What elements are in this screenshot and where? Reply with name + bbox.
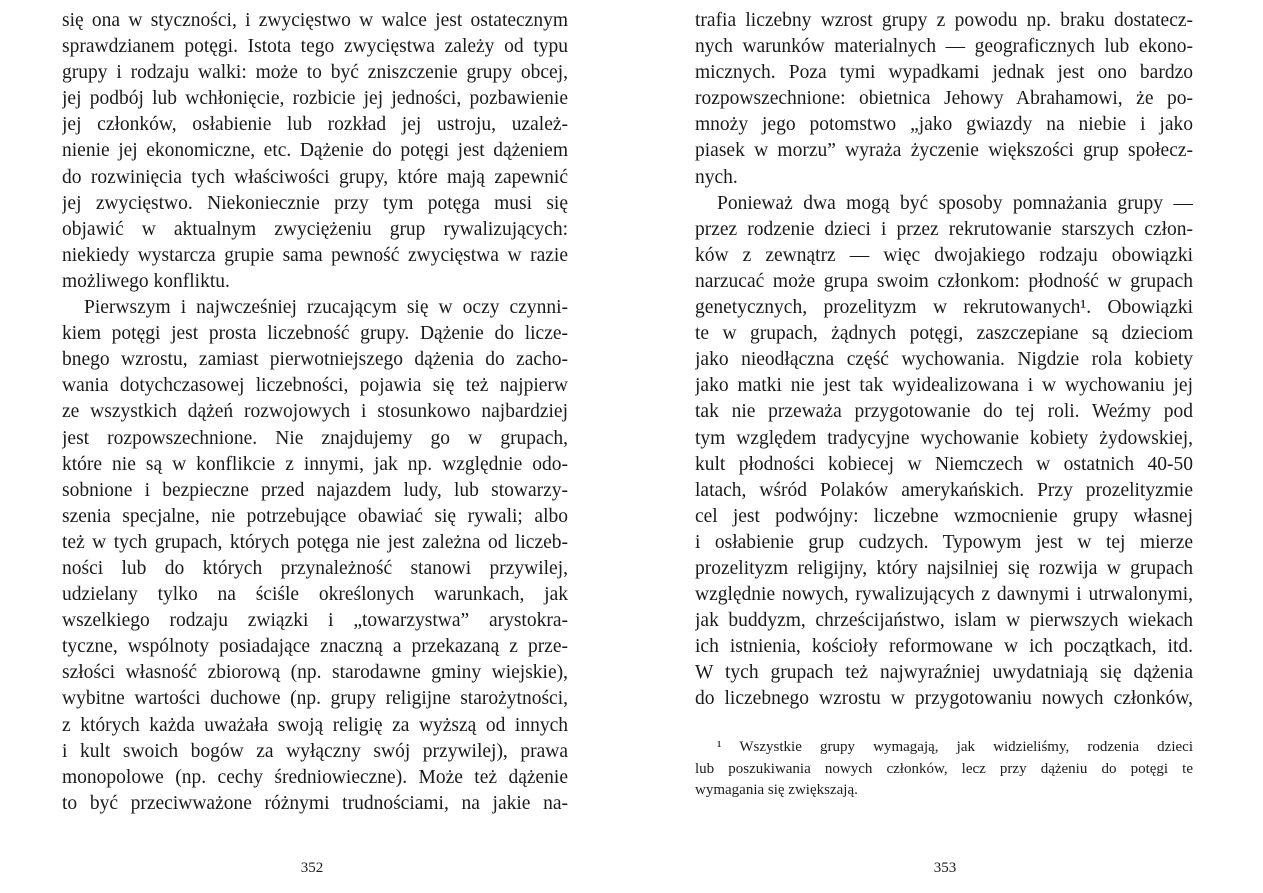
text-line: ności lub do których przynależność stanowi przywilej, [62,557,568,579]
text-line: Ponieważ dwa mogą być sposoby pomnażania grupy — [717,192,1193,214]
text-line: bnego wzrostu, zamiast pierwotniejszego dążenia do zacho- [62,349,568,371]
text-line: ków z zewnątrz — więc dwojakiego rodzaju obowiązki [695,244,1193,266]
text-line: sprawdzianem potęgi. Istota tego zwycięstwa zależy od typu [62,36,568,58]
text-line: które nie są w konflikcie z innymi, jak np. względnie odo- [62,453,568,475]
text-line: przez rodzenie dzieci i przez rekrutowanie starszych człon- [695,218,1193,240]
text-line: latach, wśród Polaków amerykańskich. Przy prozelityzmie [695,479,1193,501]
text-line: nych. [695,166,738,188]
text-line: do rozwinięcia tych właściwości grupy, które mają zapewnić [62,166,568,188]
text-line: te w grupach, żądnych potęgi, zaszczepiane są dzieciom [695,323,1193,345]
text-line: jej członków, osłabienie lub rozkład jej ustroju, uzależ- [62,114,568,136]
text-line: genetycznych, prozelityzm w rekrutowanych¹. Obowiązki [695,297,1193,319]
text-line: narzucać może grupa swoim członkom: płodność w grupach [695,270,1193,292]
footnote-line: wymagania się zwiększają. [695,782,858,798]
text-line: jej zwycięstwo. Niekoniecznie przy tym potęga musi się [62,192,568,214]
text-line: jako matki nie jest tak wyidealizowana i w wychowaniu jej [695,375,1193,397]
text-line: sobnione i bezpieczne przed najazdem ludy, lub stowarzy- [62,479,568,501]
text-line: względnie nowych, rywalizujących z dawnymi i utrwalonymi, [695,584,1193,606]
text-line: jako nieodłączna część wychowania. Nigdzie rola kobiety [695,349,1193,371]
text-line: szenia specjalne, nie potrzebujące obawiać się rywali; albo [62,505,568,527]
text-line: wania dotychczasowej liczebności, pojawia się też najpierw [62,375,568,397]
text-line: trafia liczebny wzrost grupy z powodu np. braku dostatecz- [695,10,1193,31]
text-line: grupy i rodzaju walki: może to być zniszczenie grupy obcej, [62,62,568,84]
right-text-column [695,8,1193,713]
text-line: micznych. Poza tymi wypadkami jednak jest ono bardzo [695,62,1193,84]
text-line: się ona w styczności, i zwycięstwo w walce jest ostatecznym [62,10,568,31]
text-line: tyczne, wspólnoty posiadające znaczną a przekazaną z prze- [62,636,568,658]
text-line: udzielany tylko na ściśle określonych warunkach, jak [62,584,568,606]
text-line: to być przeciwważone różnymi trudnościami, na jakie na- [62,792,568,814]
text-line: prozelityzm religijny, który najsilniej się rozwija w grupach [695,557,1193,579]
page-number-right: 353 [933,860,957,876]
text-line: ich istnienia, kościoły reformowane w ich początkach, itd. [695,636,1193,658]
text-line: i osłabienie grup cudzych. Typowym jest w tej mierze [695,531,1193,553]
left-text-column [62,8,568,817]
right-page [631,0,1263,893]
text-line: i kult swoich bogów za wyłączny swój przywilej), prawa [62,740,568,762]
text-line: rozpowszechnione: obietnica Jehowy Abrahamowi, że po- [695,88,1193,110]
text-line: tak nie przeważa przygotowanie do tej roli. Weźmy pod [695,401,1193,423]
text-line: jak buddyzm, chrześcijaństwo, islam w pierwszych wiekach [695,610,1193,632]
text-line: piasek w morzu” wyraża życzenie większości grup społecz- [695,140,1193,162]
text-line: wybitne wartości duchowe (np. grupy religijne starożytności, [62,688,568,710]
text-line: jest rozpowszechnione. Nie znajdujemy go w grupach, [62,427,568,449]
text-line: objawić w aktualnym zwyciężeniu grup rywalizujących: [62,218,568,240]
page-number-left: 352 [300,860,324,876]
text-line: ze wszystkich dążeń rozwojowych i stosunkowo najbardziej [62,401,568,423]
text-line: kiem potęgi jest prosta liczebność grupy. Dążenie do licze- [62,323,568,345]
left-page [0,0,631,893]
text-line: Pierwszym i najwcześniej rzucającym się w oczy czynni- [84,297,568,319]
text-line: szłości własność zbiorową (np. starodawne gminy wiejskie), [62,662,568,684]
text-line: wszelkiego rodzaju związki i „towarzystwa” arystokra- [62,610,568,632]
footnote-line: lub poszukiwania nowych członków, lecz przy dążeniu do potęgi te [695,760,1193,777]
text-line: tym względem tradycyjne wychowanie kobiety żydowskiej, [695,427,1193,449]
text-line: do liczebnego wzrostu w przygotowaniu nowych członków, [695,688,1193,710]
text-line: kult płodności kobiecej w Niemczech w ostatnich 40-50 [695,453,1193,475]
text-line: jej podbój lub wchłonięcie, rozbicie jej jedności, pozbawienie [62,88,568,110]
text-line: mnoży jego potomstwo „jako gwiazdy na niebie i jako [695,114,1193,136]
text-line: niekiedy wystarcza grupie sama pewność zwycięstwa w razie [62,244,568,266]
text-line: też w tych grupach, których potęga nie jest zależna od liczeb- [62,531,568,553]
text-line: W tych grupach też najwyraźniej uwydatniają się dążenia [695,662,1193,684]
text-line: z których każda uważała swoją religię za wyższą od innych [62,714,568,736]
text-line: możliwego konfliktu. [62,270,230,292]
footnote-line: ¹ Wszystkie grupy wymagają, jak widzieliśmy, rodzenia dzieci [717,739,1193,755]
text-line: monopolowe (np. cechy średniowieczne). Może też dążenie [62,766,568,788]
text-line: cel jest podwójny: liczebne wzmocnienie grupy własnej [695,505,1193,527]
text-line: nienie jej ekonomiczne, etc. Dążenie do potęgi jest dążeniem [62,140,568,162]
text-line: nych warunków materialnych — geograficznych lub ekono- [695,36,1193,58]
footnote [695,737,1193,802]
